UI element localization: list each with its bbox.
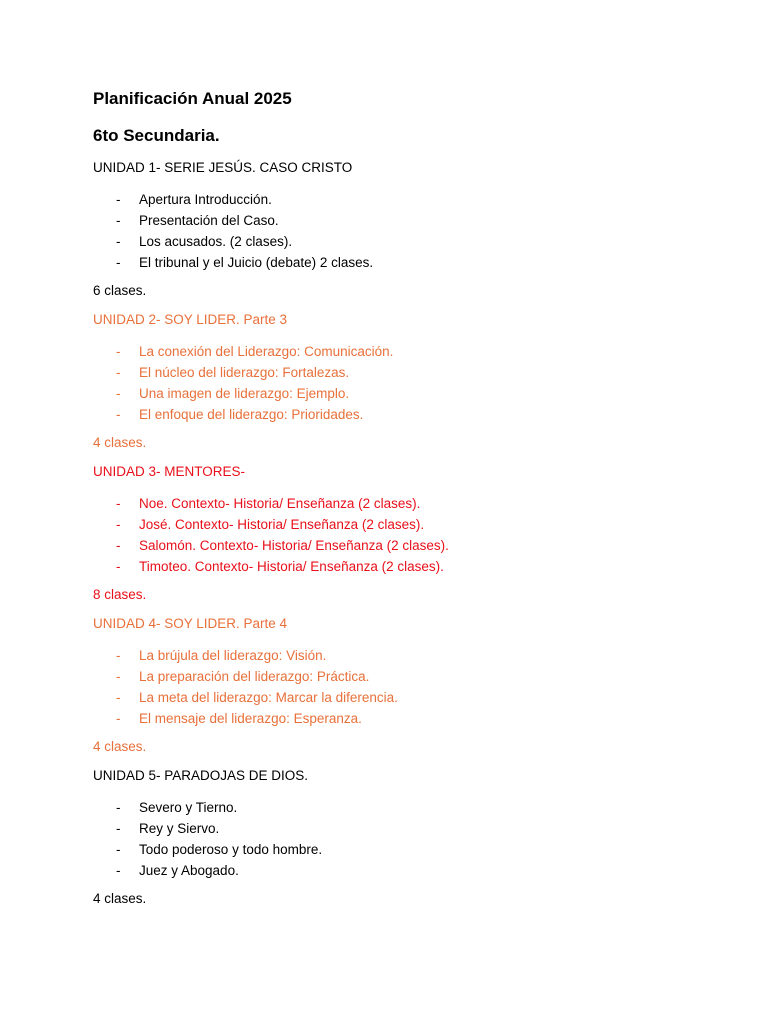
document-content (93, 88, 713, 908)
dash-bullet: - (116, 386, 121, 401)
list-item (93, 341, 713, 362)
dash-bullet: - (116, 365, 121, 380)
list-item (93, 535, 713, 556)
list-item (93, 252, 713, 273)
list-item (93, 362, 713, 383)
list-item (93, 645, 713, 666)
list-item-text: La meta del liderazgo: Marcar la diferencia. (139, 690, 398, 705)
class-count: 8 clases. (93, 587, 147, 602)
dash-bullet: - (116, 517, 121, 532)
dash-bullet: - (116, 842, 121, 857)
unit-title: UNIDAD 4- SOY LIDER. Parte 4 (93, 616, 288, 631)
unit-item-list (93, 797, 713, 881)
class-count: 4 clases. (93, 891, 147, 906)
unit-item-list (93, 189, 713, 273)
list-item (93, 818, 713, 839)
list-item-text: La conexión del Liderazgo: Comunicación. (139, 344, 394, 359)
dash-bullet: - (116, 669, 121, 684)
list-item-text: José. Contexto- Historia/ Enseñanza (2 clases). (139, 517, 425, 532)
unit-item-list (93, 341, 713, 425)
dash-bullet: - (116, 821, 121, 836)
unit-section-5 (93, 767, 713, 908)
dash-bullet: - (116, 538, 121, 553)
unit-section-1 (93, 159, 713, 300)
unit-item-list (93, 493, 713, 577)
list-item (93, 404, 713, 425)
class-count: 6 clases. (93, 283, 147, 298)
document-title: Planificación Anual 2025 (93, 89, 292, 108)
unit-title: UNIDAD 3- MENTORES- (93, 464, 246, 479)
list-item-text: Noe. Contexto- Historia/ Enseñanza (2 clases). (139, 496, 421, 511)
list-item (93, 666, 713, 687)
dash-bullet: - (116, 690, 121, 705)
list-item-text: La brújula del liderazgo: Visión. (139, 648, 327, 663)
list-item (93, 383, 713, 404)
list-item (93, 514, 713, 535)
list-item-text: Juez y Abogado. (139, 863, 239, 878)
dash-bullet: - (116, 711, 121, 726)
dash-bullet: - (116, 559, 121, 574)
list-item-text: Timoteo. Contexto- Historia/ Enseñanza (2 clases). (139, 559, 444, 574)
unit-item-list (93, 645, 713, 729)
dash-bullet: - (116, 496, 121, 511)
dash-bullet: - (116, 234, 121, 249)
unit-title: UNIDAD 1- SERIE JESÚS. CASO CRISTO (93, 160, 353, 175)
dash-bullet: - (116, 407, 121, 422)
unit-title: UNIDAD 2- SOY LIDER. Parte 3 (93, 312, 288, 327)
list-item (93, 708, 713, 729)
list-item (93, 231, 713, 252)
list-item (93, 839, 713, 860)
list-item-text: Rey y Siervo. (139, 821, 220, 836)
list-item (93, 797, 713, 818)
list-item-text: Severo y Tierno. (139, 800, 238, 815)
dash-bullet: - (116, 648, 121, 663)
list-item-text: El mensaje del liderazgo: Esperanza. (139, 711, 362, 726)
unit-section-4 (93, 615, 713, 756)
unit-title: UNIDAD 5- PARADOJAS DE DIOS. (93, 768, 309, 783)
list-item-text: La preparación del liderazgo: Práctica. (139, 669, 370, 684)
dash-bullet: - (116, 344, 121, 359)
list-item-text: Una imagen de liderazgo: Ejemplo. (139, 386, 350, 401)
list-item-text: Presentación del Caso. (139, 213, 279, 228)
list-item-text: Los acusados. (2 clases). (139, 234, 293, 249)
dash-bullet: - (116, 800, 121, 815)
list-item (93, 556, 713, 577)
list-item-text: Apertura Introducción. (139, 192, 272, 207)
list-item (93, 687, 713, 708)
dash-bullet: - (116, 863, 121, 878)
list-item-text: El tribunal y el Juicio (debate) 2 clases. (139, 255, 374, 270)
list-item (93, 189, 713, 210)
list-item-text: El núcleo del liderazgo: Fortalezas. (139, 365, 350, 380)
list-item (93, 210, 713, 231)
list-item-text: Todo poderoso y todo hombre. (139, 842, 323, 857)
document-subtitle: 6to Secundaria. (93, 126, 220, 145)
units-container (93, 159, 713, 908)
unit-section-2 (93, 311, 713, 452)
list-item (93, 493, 713, 514)
dash-bullet: - (116, 255, 121, 270)
list-item-text: Salomón. Contexto- Historia/ Enseñanza (2 clases). (139, 538, 449, 553)
list-item (93, 860, 713, 881)
class-count: 4 clases. (93, 739, 147, 754)
unit-section-3 (93, 463, 713, 604)
dash-bullet: - (116, 213, 121, 228)
class-count: 4 clases. (93, 435, 147, 450)
dash-bullet: - (116, 192, 121, 207)
list-item-text: El enfoque del liderazgo: Prioridades. (139, 407, 364, 422)
